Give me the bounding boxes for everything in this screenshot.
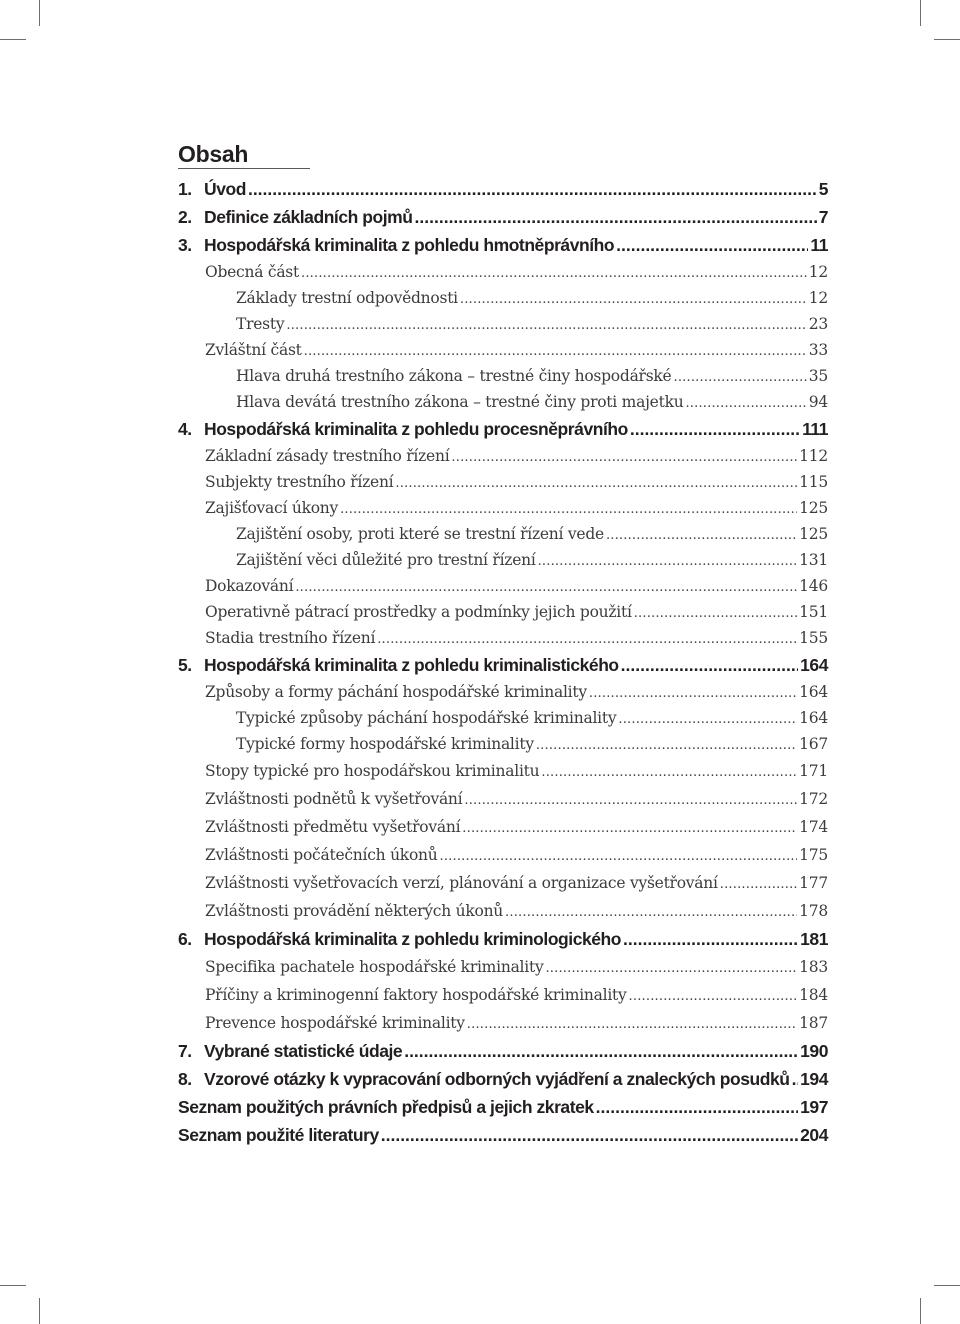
chapter-label: Hospodářská kriminalita z pohledu hmotněprávního: [204, 235, 615, 255]
toc-appendix: [178, 1093, 828, 1121]
dot-leader: [536, 731, 797, 759]
section-label: Operativně pátrací prostředky a podmínky jejich použití: [205, 603, 632, 621]
dot-leader: [505, 897, 797, 927]
toc-chapter: [178, 1065, 828, 1093]
toc-section: [178, 785, 828, 813]
toc-subsection: [178, 731, 828, 757]
page-number: 155: [799, 629, 828, 647]
toc-section: [178, 841, 828, 869]
section-label: Základní zásady trestního řízení: [205, 447, 450, 465]
appendix-label: Seznam použité literatury: [178, 1125, 379, 1145]
dot-leader: [720, 869, 797, 899]
toc-section: [178, 1009, 828, 1037]
chapter-number: 3.: [178, 235, 192, 255]
toc-section: [178, 757, 828, 785]
subsection-label: Zajištění osoby, proti které se trestní řízení vede: [236, 525, 604, 543]
page-number: 12: [808, 263, 828, 281]
page-number: 151: [799, 603, 828, 621]
dot-leader: [295, 573, 797, 601]
toc-chapter: [178, 415, 828, 443]
dot-leader: [634, 599, 797, 627]
page-number: 11: [810, 235, 828, 255]
section-label: Stopy typické pro hospodářskou kriminalitu: [205, 762, 540, 780]
page-number: 23: [808, 315, 828, 333]
crop-mark: [934, 1285, 960, 1286]
page-number: 111: [802, 419, 828, 439]
dot-leader: [618, 705, 797, 733]
chapter-number: 8.: [178, 1069, 192, 1089]
page-number: 190: [800, 1041, 828, 1061]
page-number: 35: [808, 367, 828, 385]
page-number: 131: [799, 551, 828, 569]
toc-section: [178, 625, 828, 651]
page-number: 5: [818, 179, 828, 199]
toc-section: [178, 953, 828, 981]
chapter-label: Hospodářská kriminalita z pohledu kriminalistického: [204, 655, 619, 675]
crop-mark: [0, 1285, 26, 1286]
chapter-label: Úvod: [204, 179, 246, 199]
page-number: 164: [799, 683, 828, 701]
page-number: 175: [799, 846, 828, 864]
section-label: Způsoby a formy páchání hospodářské kriminality: [205, 683, 587, 701]
page-number: 146: [799, 577, 828, 595]
section-label: Zajišťovací úkony: [205, 499, 339, 517]
toc-section: [178, 443, 828, 469]
subsection-label: Typické způsoby páchání hospodářské kriminality: [236, 709, 617, 727]
crop-mark: [39, 0, 40, 26]
crop-mark: [920, 1298, 921, 1324]
dot-leader: [395, 469, 797, 497]
dot-leader: [606, 521, 797, 549]
subsection-label: Hlava devátá trestního zákona – trestné činy proti majetku: [236, 393, 684, 411]
dot-leader: [616, 231, 808, 259]
page-number: 181: [800, 929, 828, 949]
section-label: Subjekty trestního řízení: [205, 473, 394, 491]
dot-leader: [301, 259, 807, 287]
dot-leader: [377, 625, 797, 653]
toc-chapter: [178, 203, 828, 231]
page-number: 12: [808, 289, 828, 307]
subsection-label: Tresty: [236, 315, 285, 333]
page-number: 174: [799, 818, 828, 836]
toc-subsection: [178, 521, 828, 547]
subsection-label: Základy trestní odpovědnosti: [236, 289, 458, 307]
crop-mark: [920, 0, 921, 26]
dot-leader: [340, 495, 797, 523]
section-label: Zvláštnosti vyšetřovacích verzí, plánování a organizace vyšetřování: [205, 874, 718, 892]
page-number: 115: [799, 473, 828, 491]
toc-subsection: [178, 705, 828, 731]
crop-mark: [39, 1298, 40, 1324]
dot-leader: [685, 389, 806, 417]
section-label: Obecná část: [205, 263, 299, 281]
dot-leader: [589, 679, 797, 707]
section-label: Zvláštnosti podnětů k vyšetřování: [205, 790, 463, 808]
dot-leader: [440, 841, 798, 871]
dot-leader: [415, 203, 817, 231]
toc-section: [178, 599, 828, 625]
toc-chapter: [178, 925, 828, 953]
toc-section: [178, 337, 828, 363]
crop-mark: [934, 39, 960, 40]
dot-leader: [462, 813, 797, 843]
page-number: 125: [799, 499, 828, 517]
page-number: 172: [799, 790, 828, 808]
toc-section: [178, 981, 828, 1009]
subsection-label: Typické formy hospodářské kriminality: [236, 735, 534, 753]
chapter-label: Definice základních pojmů: [204, 207, 413, 227]
section-label: Zvláštní část: [205, 341, 302, 359]
page-number: 194: [800, 1069, 828, 1089]
page-number: 178: [799, 902, 828, 920]
table-of-contents: [178, 140, 828, 1149]
toc-subsection: [178, 285, 828, 311]
subsection-label: Hlava druhá trestního zákona – trestné činy hospodářské: [236, 367, 672, 385]
page-number: 164: [800, 655, 828, 675]
page-number: 197: [800, 1097, 828, 1117]
toc-section: [178, 813, 828, 841]
page-number: 33: [808, 341, 828, 359]
dot-leader: [674, 363, 807, 391]
toc-section: [178, 495, 828, 521]
dot-leader: [541, 757, 797, 787]
chapter-number: 2.: [178, 207, 192, 227]
page-number: 94: [808, 393, 828, 411]
toc-subsection: [178, 311, 828, 337]
appendix-label: Seznam použitých právních předpisů a jejich zkratek: [178, 1097, 594, 1117]
dot-leader: [545, 953, 797, 983]
page-number: 183: [799, 958, 828, 976]
chapter-number: 5.: [178, 655, 192, 675]
section-label: Dokazování: [205, 577, 294, 595]
dot-leader: [248, 175, 817, 203]
dot-leader: [451, 443, 797, 471]
toc-chapter: [178, 175, 828, 203]
dot-leader: [467, 1009, 797, 1039]
toc-section: [178, 679, 828, 705]
section-label: Specifika pachatele hospodářské kriminality: [205, 958, 544, 976]
dot-leader: [621, 651, 798, 679]
section-label: Příčiny a kriminogenní faktory hospodářské kriminality: [205, 986, 627, 1004]
dot-leader: [623, 925, 798, 953]
section-label: Zvláštnosti počátečních úkonů: [205, 846, 438, 864]
dot-leader: [304, 337, 807, 365]
page-number: 184: [799, 986, 828, 1004]
page-number: 204: [800, 1125, 828, 1145]
page-number: 187: [799, 1014, 828, 1032]
chapter-number: 6.: [178, 929, 192, 949]
page-number: 167: [799, 735, 828, 753]
dot-leader: [596, 1093, 798, 1121]
toc-chapter: [178, 1037, 828, 1065]
chapter-label: Hospodářská kriminalita z pohledu kriminologického: [204, 929, 622, 949]
page-number: 7: [818, 207, 828, 227]
toc-section: [178, 573, 828, 599]
toc-section: [178, 897, 828, 925]
page-number: 112: [799, 447, 828, 465]
chapter-number: 7.: [178, 1041, 192, 1061]
chapter-label: Hospodářská kriminalita z pohledu procesněprávního: [204, 419, 628, 439]
page-number: 164: [799, 709, 828, 727]
toc-subsection: [178, 547, 828, 573]
dot-leader: [381, 1121, 798, 1149]
page-title: Obsah: [178, 140, 310, 169]
section-label: Zvláštnosti provádění některých úkonů: [205, 902, 504, 920]
toc-appendix: [178, 1121, 828, 1149]
section-label: Prevence hospodářské kriminality: [205, 1014, 465, 1032]
page-number: 171: [799, 762, 828, 780]
toc-section: [178, 869, 828, 897]
dot-leader: [460, 285, 807, 313]
toc-subsection: [178, 363, 828, 389]
toc-chapter: [178, 231, 828, 259]
dot-leader: [464, 785, 797, 815]
toc-section: [178, 259, 828, 285]
section-label: Zvláštnosti předmětu vyšetřování: [205, 818, 461, 836]
chapter-label: Vybrané statistické údaje: [204, 1041, 403, 1061]
dot-leader: [404, 1037, 798, 1065]
dot-leader: [792, 1065, 799, 1093]
chapter-number: 4.: [178, 419, 192, 439]
toc-section: [178, 469, 828, 495]
dot-leader: [629, 981, 798, 1011]
toc-chapter: [178, 651, 828, 679]
page-number: 177: [799, 874, 828, 892]
dot-leader: [630, 415, 800, 443]
chapter-number: 1.: [178, 179, 192, 199]
section-label: Stadia trestního řízení: [205, 629, 376, 647]
crop-mark: [0, 39, 26, 40]
subsection-label: Zajištění věci důležité pro trestní řízení: [236, 551, 536, 569]
page-number: 125: [799, 525, 828, 543]
dot-leader: [538, 547, 798, 575]
dot-leader: [286, 311, 806, 339]
toc-subsection: [178, 389, 828, 415]
chapter-label: Vzorové otázky k vypracování odborných vyjádření a znaleckých posudků: [204, 1069, 790, 1089]
